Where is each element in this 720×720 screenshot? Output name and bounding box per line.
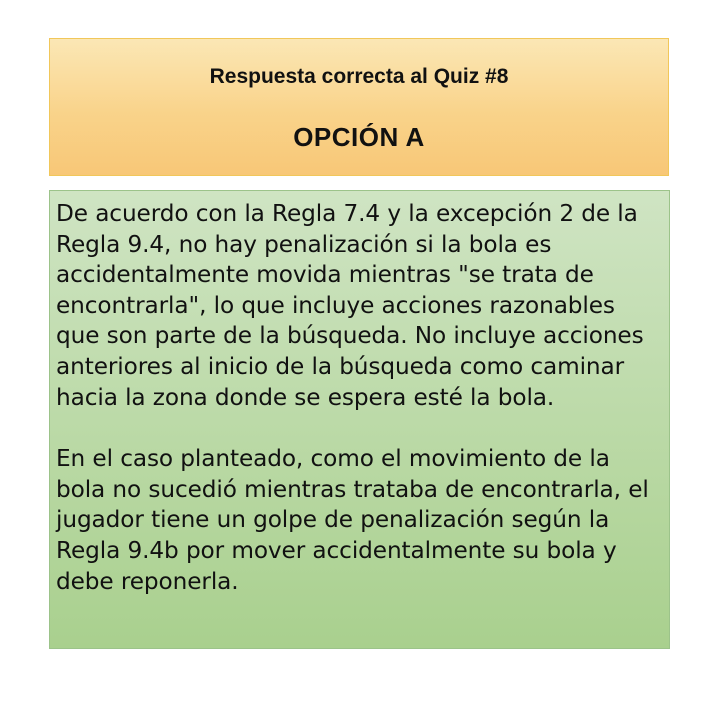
quiz-title: Respuesta correcta al Quiz #8 xyxy=(209,65,509,88)
correct-option: OPCIÓN A xyxy=(293,122,425,152)
answer-header-box xyxy=(49,38,669,176)
explanation-box xyxy=(49,190,670,649)
explanation-paragraph-2: En el caso planteado, como el movimiento de la bola no sucedió mientras trataba de encontrarla, el jugador tiene un golpe de penalización según la Regla 9.4b por mover accidentalmente su bola y debe reponerla. xyxy=(56,445,649,595)
explanation-paragraph-1: De acuerdo con la Regla 7.4 y la excepción 2 de la Regla 9.4, no hay penalización si la bola es accidentalmente movida mientras "se trata de encontrarla", lo que incluye acciones razonables que son parte de la búsqueda. No incluye acciones anteriores al inicio de la búsqueda como caminar hacia la zona donde se espera esté la bola. xyxy=(56,200,644,411)
